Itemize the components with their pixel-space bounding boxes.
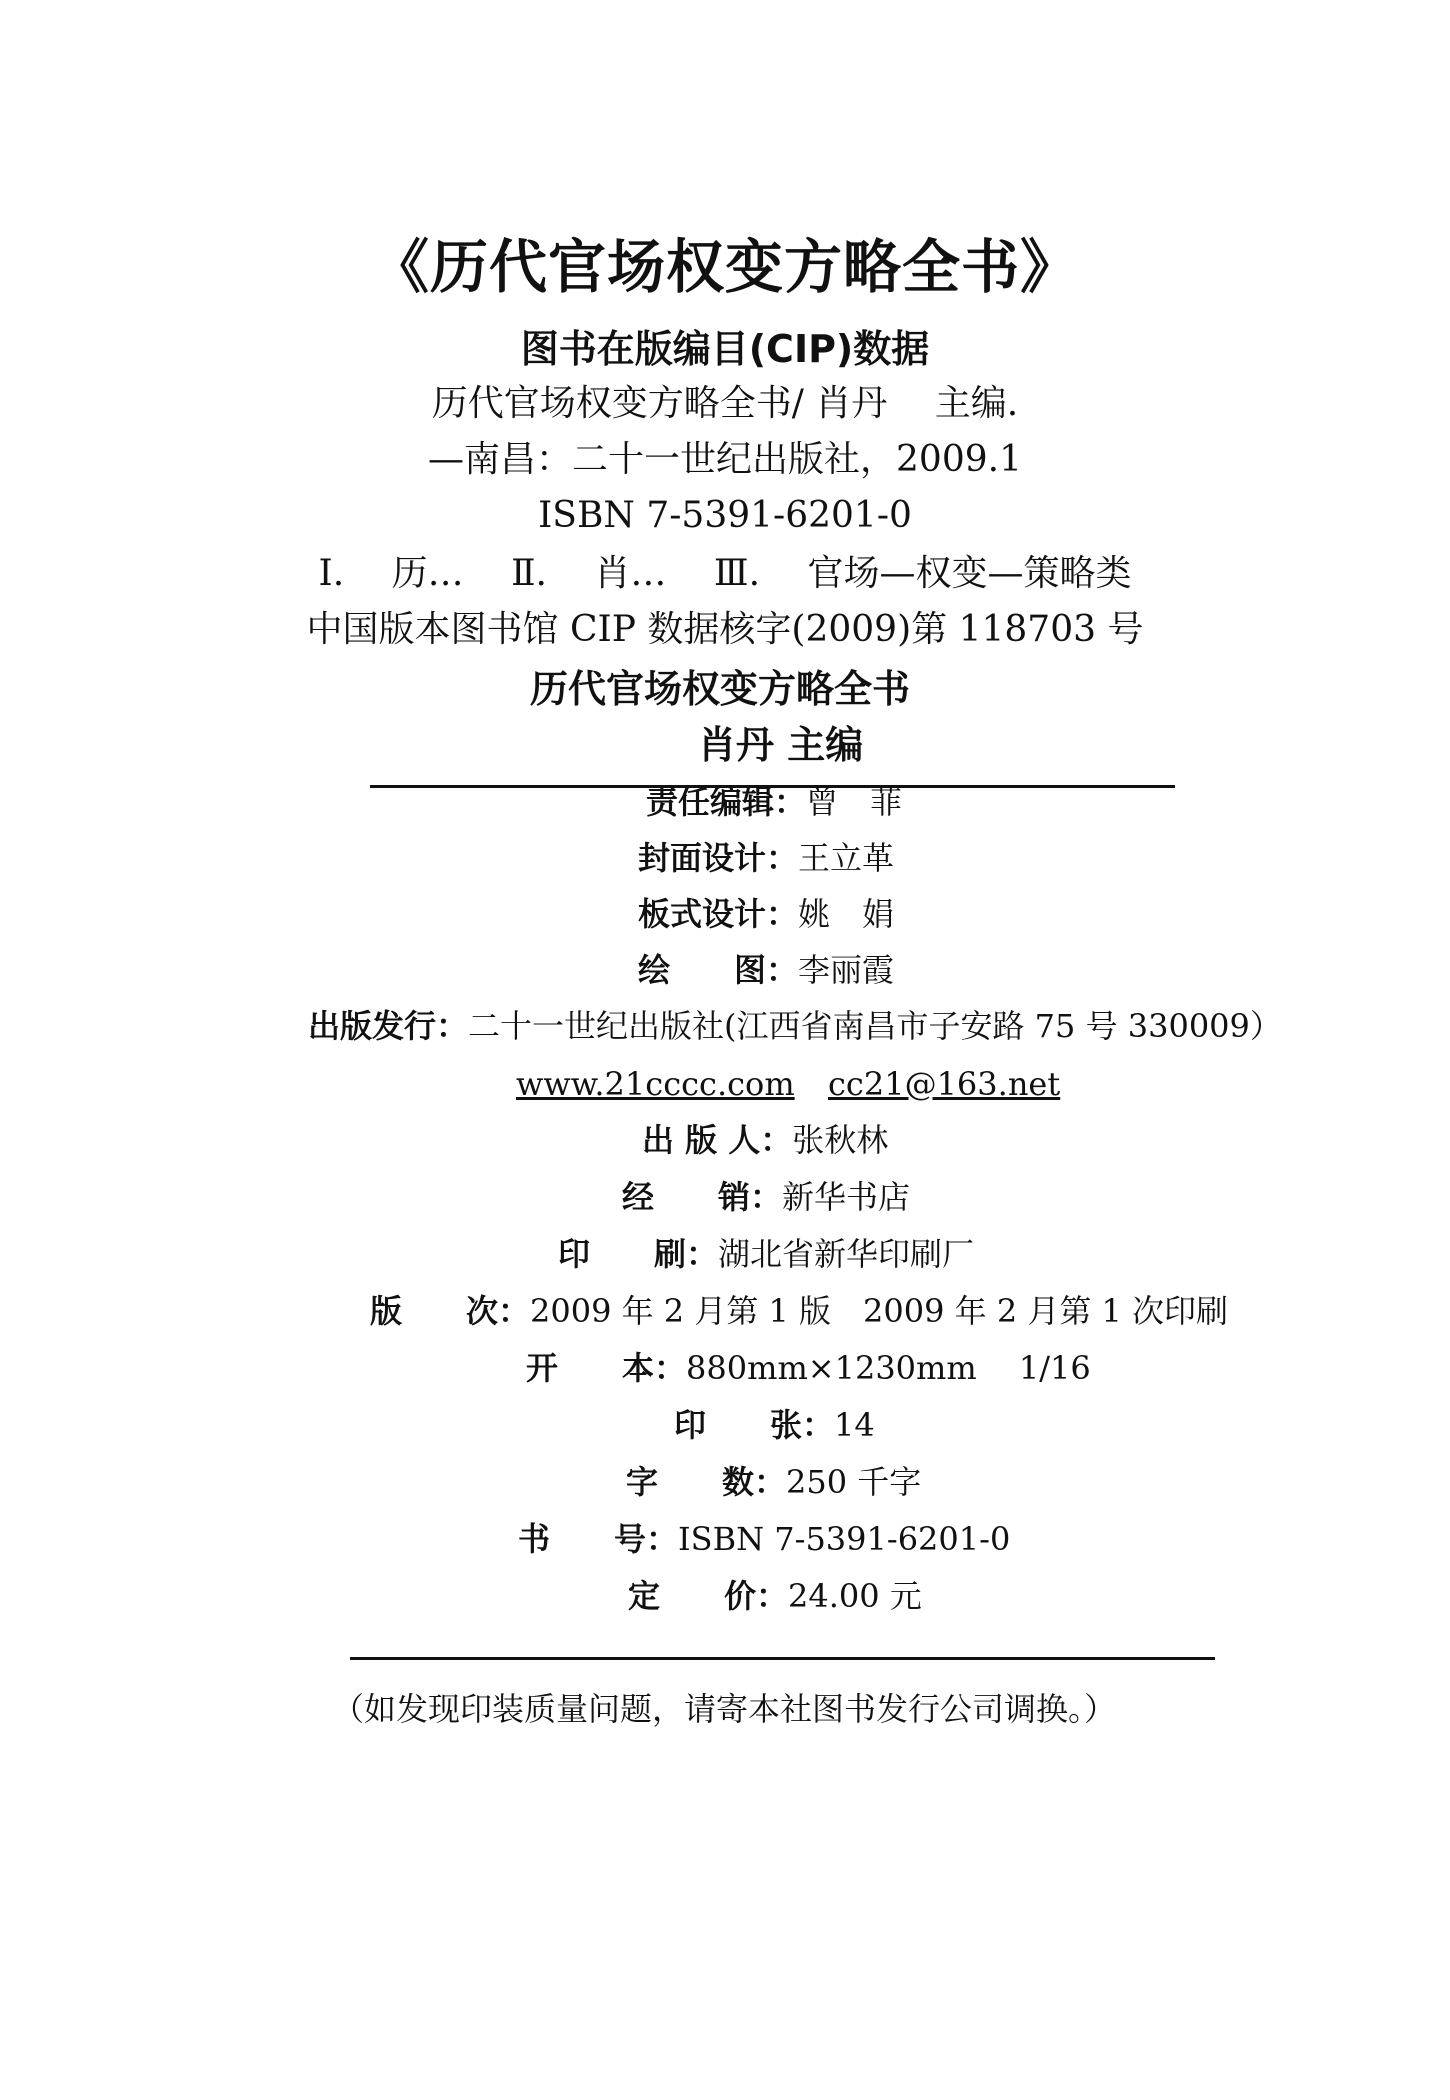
book-editor: 肖丹 主编 [698, 723, 864, 767]
book-title: 《历代官场权变方略全书》 [370, 233, 1079, 301]
printer-value: 湖北省新华印刷厂 [718, 1235, 975, 1273]
sheets-row [674, 1406, 875, 1444]
illustration-label: 绘 图： [638, 951, 799, 989]
price-label: 定 价： [628, 1577, 789, 1615]
responsible-editor-value: 曾 菲 [806, 783, 903, 821]
publisher-email-link[interactable]: cc21@163.net [828, 1065, 1061, 1103]
cip-heading: 图书在版编目(CIP)数据 [520, 327, 930, 371]
format-label: 开 本： [526, 1349, 687, 1387]
word-count-value: 250 千字 [786, 1463, 922, 1501]
edition-label: 版 次： [370, 1292, 531, 1330]
sheets-value: 14 [834, 1406, 875, 1444]
publisher-website-link[interactable]: www.21cccc.com [516, 1065, 795, 1103]
publisher-row [308, 1007, 1282, 1045]
book-name: 历代官场权变方略全书 [530, 667, 911, 711]
cover-design-label: 封面设计： [638, 839, 799, 877]
bottom-divider [350, 1657, 1215, 1660]
book-number-row [518, 1520, 1011, 1558]
cip-classification: Ⅰ. 历… Ⅱ. 肖… Ⅲ. 官场—权变—策略类 [318, 553, 1132, 594]
cip-isbn: ISBN 7-5391-6201-0 [538, 495, 912, 536]
publisher-person-value: 张秋林 [792, 1121, 889, 1159]
illustration-value: 李丽霞 [798, 951, 895, 989]
edition-row [370, 1292, 1229, 1330]
cip-publisher-line: —南昌：二十一世纪出版社，2009.1 [428, 439, 1022, 480]
sheets-label: 印 张： [674, 1406, 835, 1444]
illustration-row [638, 951, 895, 989]
publisher-value: 二十一世纪出版社(江西省南昌市子安路 75 号 330009） [468, 1007, 1282, 1045]
cover-design-row [638, 839, 895, 877]
price-value: 24.00 元 [788, 1577, 922, 1615]
book-number-label: 书 号： [518, 1520, 679, 1558]
distributor-label: 经 销： [622, 1178, 783, 1216]
edition-value: 2009 年 2 月第 1 版 2009 年 2 月第 1 次印刷 [530, 1292, 1229, 1330]
publisher-label: 出版发行： [308, 1007, 469, 1045]
distributor-value: 新华书店 [782, 1178, 911, 1216]
publisher-person-row [642, 1121, 889, 1159]
layout-design-value: 姚 娟 [798, 895, 895, 933]
layout-design-label: 板式设计： [638, 895, 799, 933]
publisher-person-label: 出 版 人： [642, 1121, 793, 1159]
responsible-editor-row [646, 783, 903, 821]
layout-design-row [638, 895, 895, 933]
cip-title-line: 历代官场权变方略全书/ 肖丹 主编. [431, 383, 1019, 424]
printer-row [558, 1235, 975, 1273]
cover-design-value: 王立革 [798, 839, 895, 877]
responsible-editor-label: 责任编辑： [646, 783, 807, 821]
format-value: 880mm×1230mm 1/16 [686, 1349, 1091, 1387]
cip-verification: 中国版本图书馆 CIP 数据核字(2009)第 118703 号 [306, 609, 1144, 650]
word-count-row [626, 1463, 922, 1501]
publisher-website-row [516, 1065, 795, 1103]
book-number-value: ISBN 7-5391-6201-0 [678, 1520, 1011, 1558]
format-row [526, 1349, 1091, 1387]
printer-label: 印 刷： [558, 1235, 719, 1273]
footer-note: （如发现印装质量问题，请寄本社图书发行公司调换。） [332, 1690, 1117, 1728]
word-count-label: 字 数： [626, 1463, 787, 1501]
publisher-email-row [828, 1065, 1061, 1103]
price-row [628, 1577, 922, 1615]
distributor-row [622, 1178, 911, 1216]
